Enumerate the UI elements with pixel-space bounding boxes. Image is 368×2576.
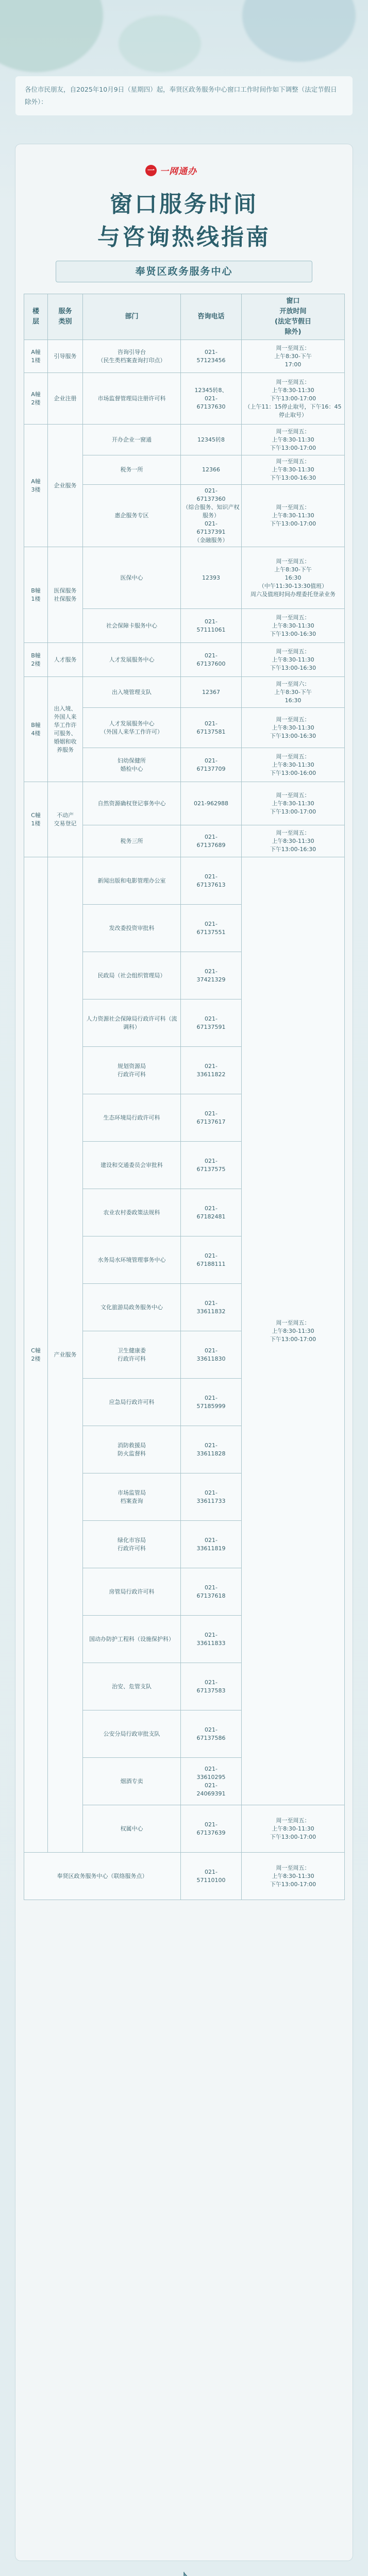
cell-dept: 出入境管理支队 <box>83 677 181 708</box>
cell-dept: 卫生健康委 行政许可科 <box>83 1331 181 1379</box>
cell-dept: 发改委投资审批科 <box>83 905 181 952</box>
cell-floor: C幢 1楼 <box>24 782 48 857</box>
cell-dept: 建设和交通委员会审批科 <box>83 1142 181 1189</box>
cell-phone: 021- 67137689 <box>181 825 242 857</box>
cell-hours: 周一至周五： 上午8:30-11:30 下午13:00-16:30 <box>242 825 345 857</box>
cell-hours: 周一至周五： 上午8:30-11:30 下午13:00-17:00 <box>242 782 345 825</box>
table-row <box>24 340 345 373</box>
logo-text: 一网通办 <box>160 166 197 177</box>
cell-floor: A幢 1楼 <box>24 340 48 373</box>
logo <box>145 164 197 177</box>
notice-text: 各位市民朋友，自2025年10月9日（星期四）起，奉贤区政务服务中心窗口工作时间作如下调整（法定节假日除外）： <box>15 76 353 115</box>
cell-hours: 周一至周五： 上午8:30-11:30 下午13:00-16:30 <box>242 455 345 485</box>
cell-floor: A幢 2楼 <box>24 373 48 425</box>
cell-dept: 消防救援局 防火监督科 <box>83 1426 181 1473</box>
cell-phone: 021- 67137551 <box>181 905 242 952</box>
table-row <box>24 1853 345 1900</box>
cell-dept: 治安、危管支队 <box>83 1663 181 1710</box>
cell-hours: 周一至周五： 上午8:30-11:30 下午13:00-17:00 （上午11：15停止取号，下午16：45停止取号） <box>242 373 345 425</box>
cell-dept: 房管局行政许可科 <box>83 1568 181 1616</box>
table-row <box>24 643 345 677</box>
cell-phone: 021- 57111061 <box>181 609 242 643</box>
table-row <box>24 373 345 425</box>
cell-dept: 权属中心 <box>83 1805 181 1853</box>
table-row <box>24 547 345 609</box>
cell-category: 医保服务 社保服务 <box>48 547 83 643</box>
logo-mark: 一 <box>145 165 157 176</box>
cell-phone: 021- 57185999 <box>181 1379 242 1426</box>
table-header-row <box>24 294 345 340</box>
cell-dept: 生态环境局行政许可科 <box>83 1094 181 1142</box>
cell-phone: 021- 33611830 <box>181 1331 242 1379</box>
cell-dept: 医保中心 <box>83 547 181 609</box>
table-row <box>24 425 345 455</box>
cell-dept: 人才发展服务中心 <box>83 643 181 677</box>
cell-dept: 市场监督管理局注册许可科 <box>83 373 181 425</box>
cell-dept: 妇幼保健所 婚检中心 <box>83 748 181 782</box>
cell-floor: C幢 2楼 <box>24 857 48 1853</box>
cell-dept: 农业农村委政策法规科 <box>83 1189 181 1236</box>
cell-dept: 咨询引导台 （民生类档案查询打印点） <box>83 340 181 373</box>
cell-phone: 021- 33610295 021- 24069391 <box>181 1758 242 1805</box>
cell-hours: 周一至周五： 上午8:30-11:30 下午13:00-17:00 <box>242 857 345 1805</box>
cell-phone: 12345转8 <box>181 425 242 455</box>
cell-phone: 021- 67137583 <box>181 1663 242 1710</box>
cell-dept: 烟酒专卖 <box>83 1758 181 1805</box>
cell-category: 产业服务 <box>48 857 83 1853</box>
cell-phone: 12393 <box>181 547 242 609</box>
cell-dept: 税务三所 <box>83 825 181 857</box>
cell-phone: 021- 33611832 <box>181 1284 242 1331</box>
cell-phone: 021- 67188111 <box>181 1236 242 1284</box>
cell-phone: 021- 57123456 <box>181 340 242 373</box>
cell-phone: 021- 33611833 <box>181 1616 242 1663</box>
page-title-line2: 与咨询热线指南 <box>97 224 271 250</box>
cell-phone: 021- 67137618 <box>181 1568 242 1616</box>
cell-dept: 水务局水环境管理事务中心 <box>83 1236 181 1284</box>
cell-hours: 周一至周五： 上午8:30-11:30 下午13:00-17:00 <box>242 1853 345 1900</box>
cell-floor: B幢 4楼 <box>24 677 48 782</box>
page-title-line1: 窗口服务时间 <box>110 191 258 217</box>
cell-hours: 周一至周六： 上午8:30-下午 16:30 <box>242 677 345 708</box>
service-table <box>24 294 345 1900</box>
cell-category: 人才服务 <box>48 643 83 677</box>
header-dept: 部门 <box>83 294 181 340</box>
cell-dept: 奉贤区政务服务中心（联络服务点） <box>24 1853 181 1900</box>
table-row <box>24 677 345 708</box>
cell-phone: 12366 <box>181 455 242 485</box>
cell-hours: 周一至周五： 上午8:30-11:30 下午13:00-16:30 <box>242 643 345 677</box>
cell-category: 引导服务 <box>48 340 83 373</box>
cell-dept: 惠企服务专区 <box>83 485 181 547</box>
table-row <box>24 857 345 905</box>
cell-dept: 应急局行政许可科 <box>83 1379 181 1426</box>
header-category: 服务 类别 <box>48 294 83 340</box>
cell-dept: 税务一所 <box>83 455 181 485</box>
cell-floor: B幢 2楼 <box>24 643 48 677</box>
cell-phone: 021- 67137581 <box>181 708 242 748</box>
cell-phone: 021- 67137613 <box>181 857 242 905</box>
cell-hours: 周一至周五： 上午8:30-11:30 下午13:00-17:00 <box>242 1805 345 1853</box>
cell-dept: 文化旅游局政务服务中心 <box>83 1284 181 1331</box>
cell-phone: 021- 33611733 <box>181 1473 242 1521</box>
cell-phone: 021- 67137586 <box>181 1710 242 1758</box>
cell-phone: 021- 57110100 <box>181 1853 242 1900</box>
cell-phone: 021- 37421329 <box>181 952 242 999</box>
cell-dept: 开办企业一窗通 <box>83 425 181 455</box>
cell-dept: 民政局（社会组织管理局） <box>83 952 181 999</box>
cell-phone: 12345转8、 021- 67137630 <box>181 373 242 425</box>
cell-phone: 021- 67137360 （综合服务、知识产权服务） 021- 67137391 （金融服务） <box>181 485 242 547</box>
cell-hours: 周一至周五： 上午8:30-下午 16:30 （中午11:30-13:30值班） 周六及值班时间办理委托登录业务 <box>242 547 345 609</box>
cell-dept: 人才发展服务中心 （外国人来华工作许可） <box>83 708 181 748</box>
cell-floor: A幢 3楼 <box>24 425 48 547</box>
page-subtitle: 奉贤区政务服务中心 <box>56 261 312 282</box>
decor-blob-top-center <box>119 15 201 72</box>
cell-phone: 021- 33611828 <box>181 1426 242 1473</box>
cell-hours: 周一至周五： 上午8:30-11:30 下午13:00-16:30 <box>242 708 345 748</box>
cell-phone: 021- 67137709 <box>181 748 242 782</box>
cell-phone: 021- 67137575 <box>181 1142 242 1189</box>
cell-phone: 021- 33611822 <box>181 1047 242 1094</box>
cell-hours: 周一至周五： 上午8:30-11:30 下午13:00-17:00 <box>242 425 345 455</box>
decor-blob-top-left <box>0 0 103 72</box>
cell-dept: 自然资源确权登记事务中心 <box>83 782 181 825</box>
cell-category: 企业注册 <box>48 373 83 425</box>
cell-phone: 12367 <box>181 677 242 708</box>
cell-category: 不动产 交易登记 <box>48 782 83 857</box>
cell-floor: B幢 1楼 <box>24 547 48 643</box>
header-hours: 窗口 开放时间 (法定节假日 除外) <box>242 294 345 340</box>
table-row <box>24 782 345 825</box>
cell-phone: 021- 67137639 <box>181 1805 242 1853</box>
cell-category: 出入境、 外国人来 华工作许 可服务、 婚姻和收 养服务 <box>48 677 83 782</box>
cell-dept: 市场监管局 档案查询 <box>83 1473 181 1521</box>
cell-phone: 021- 33611819 <box>181 1521 242 1568</box>
cell-phone: 021- 67137591 <box>181 999 242 1047</box>
boat-icon <box>176 2571 192 2576</box>
cell-hours: 周一至周五： 上午8:30-11:30 下午13:00-17:00 <box>242 485 345 547</box>
cell-phone: 021- 67137617 <box>181 1094 242 1142</box>
cell-dept: 国动办防护工程科（设施保护科） <box>83 1616 181 1663</box>
cell-dept: 新闻出版和电影管理办公室 <box>83 857 181 905</box>
cell-dept: 规划资源局 行政许可科 <box>83 1047 181 1094</box>
cell-phone: 021- 67137600 <box>181 643 242 677</box>
decor-blob-top-right <box>242 0 356 62</box>
header-floor: 楼 层 <box>24 294 48 340</box>
cell-phone: 021- 67182481 <box>181 1189 242 1236</box>
cell-phone: 021-962988 <box>181 782 242 825</box>
cell-category: 企业服务 <box>48 425 83 547</box>
cell-dept: 绿化市容局 行政许可科 <box>83 1521 181 1568</box>
cell-dept: 公安分局行政审批支队 <box>83 1710 181 1758</box>
cell-hours: 周一至周五： 上午8:30-11:30 下午13:00-16:30 <box>242 609 345 643</box>
cell-dept: 人力资源社会保障局行政许可科（流调科） <box>83 999 181 1047</box>
header-phone: 咨询电话 <box>181 294 242 340</box>
cell-hours: 周一至周五： 上午8:30-11:30 下午13:00-16:00 <box>242 748 345 782</box>
cell-dept: 社会保障卡服务中心 <box>83 609 181 643</box>
cell-hours: 周一至周五： 上午8:30-下午 17:00 <box>242 340 345 373</box>
